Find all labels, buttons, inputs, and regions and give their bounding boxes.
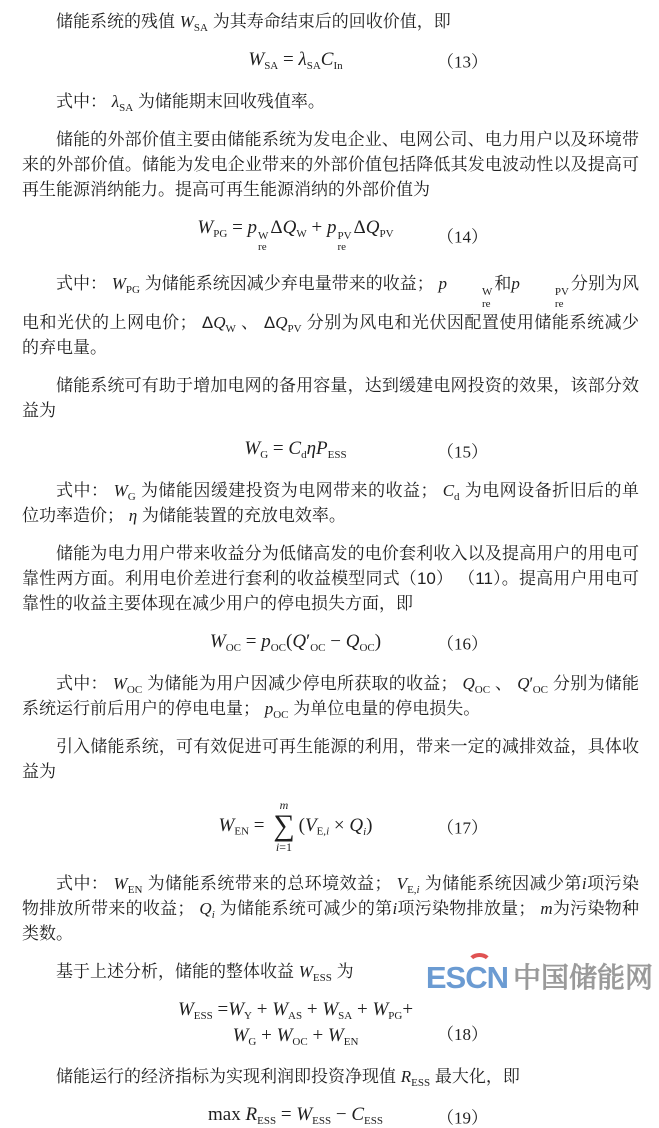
paragraph: 式中： $W_{EN}$ 为储能系统带来的总环境效益； $V_{E,i}$ 为储能系统因减少第i项污染物排放所带来的收益； $Q_i$ 为储能系统可减少的第i项污染物排放量； m为污染物种类数。 <box>22 873 639 943</box>
paragraph: 式中： $\lambda_{SA}$ 为储能期末回收残值率。 <box>56 91 325 114</box>
paragraph: 储能系统可有助于增加电网的备用容量，达到缓建电网投资的效果，该部分效益为 <box>22 376 639 421</box>
equation-math: $W_G = C_d\eta P_{ESS}$ <box>244 438 347 461</box>
paragraph: 储能运行的经济指标为实现利润即投资净现值 $R_{ESS}$ 最大化，即 <box>56 1067 520 1090</box>
equation-number: （15） <box>437 442 488 462</box>
equation-math: $\max R_{ESS} = W_{ESS} - C_{ESS}$ <box>208 1104 383 1128</box>
equation-number: （19） <box>437 1108 488 1128</box>
equation-number: （17） <box>437 818 488 838</box>
escn-watermark-chinese: 中国储能网 <box>512 962 653 993</box>
equation-number: （14） <box>437 227 488 247</box>
equation <box>22 49 639 72</box>
escn-logo-text: ESCN <box>425 960 508 995</box>
equation-number: （16） <box>437 634 488 654</box>
paragraph: 储能为电力用户带来收益分为低储高发的电价套利收入以及提高用户的用电可靠性两方面。利用电价差进行套利的收益模型同式（10） （11）。提高用户用电可靠性的收益主要体现在减少用户的停电损失方面，即 <box>22 543 639 613</box>
equation-number: （18） <box>437 1025 488 1045</box>
paragraph: 式中： $W_{PG}$ 为储能系统因减少弃电量带来的收益； p W re 和p PV re 分别为风电和光伏的上网电价； $\Delta Q_W$ 、 $\Delta Q_{PV}$ 分别为风电和光伏因配置使用储能系统减少的弃电量。 <box>22 273 640 358</box>
paragraph: 引入储能系统，可有效促进可再生能源的利用，带来一定的减排效益，具体收益为 <box>22 736 639 781</box>
paragraph: 基于上述分析，储能的整体收益 $W_{ESS}$ 为 <box>56 961 354 984</box>
equation <box>22 799 639 854</box>
equation <box>22 217 639 254</box>
equation-math: $W_{PG} = p$ W re $\Delta Q_W + p$ PV re $\Delta Q_{PV}$ <box>197 216 394 254</box>
paragraph: 式中： $W_G$ 为储能因缓建投资为电网带来的收益； $C_d$ 为电网设备折旧后的单位功率造价； η 为储能装置的充放电效率。 <box>22 480 639 525</box>
equation-number: （13） <box>437 52 488 72</box>
paragraph: 式中： $W_{OC}$ 为储能为用户因减少停电所获取的收益； $Q_{OC}$ 、 $Q'_{OC}$ 分别为储能系统运行前后用户的停电电量； $p_{OC}$ 为单位电量的停电损失。 <box>22 673 639 721</box>
equation-math: $W_{EN}$ = m ∑ i=1 $(V_{E,i} \times Q_i)$ <box>218 797 373 854</box>
equation <box>22 999 639 1048</box>
equation <box>22 438 639 461</box>
equation-math: $W_{SA} = \lambda_{SA}C_{In}$ <box>248 49 343 72</box>
paragraph: 储能系统的残值 $W_{SA}$ 为其寿命结束后的回收价值，即 <box>56 12 451 34</box>
equation-math: $W_{OC} = p_{OC}(Q'_{OC} - Q_{OC})$ <box>209 630 382 654</box>
equation <box>22 631 639 654</box>
equation <box>22 1104 639 1127</box>
equation-math: $W_{ESS} =W_Y + W_{AS} + W_{SA} + W_{PG}+$ $W_G + W_{OC} + W_{EN}$ <box>177 998 414 1048</box>
paragraph: 储能的外部价值主要由储能系统为发电企业、电网公司、电力用户以及环境带来的外部价值。储能为发电企业带来的外部价值包括降低其发电波动性以及提高可再生能源消纳能力。提高可再生能源消纳的外部价值为 <box>22 129 639 199</box>
